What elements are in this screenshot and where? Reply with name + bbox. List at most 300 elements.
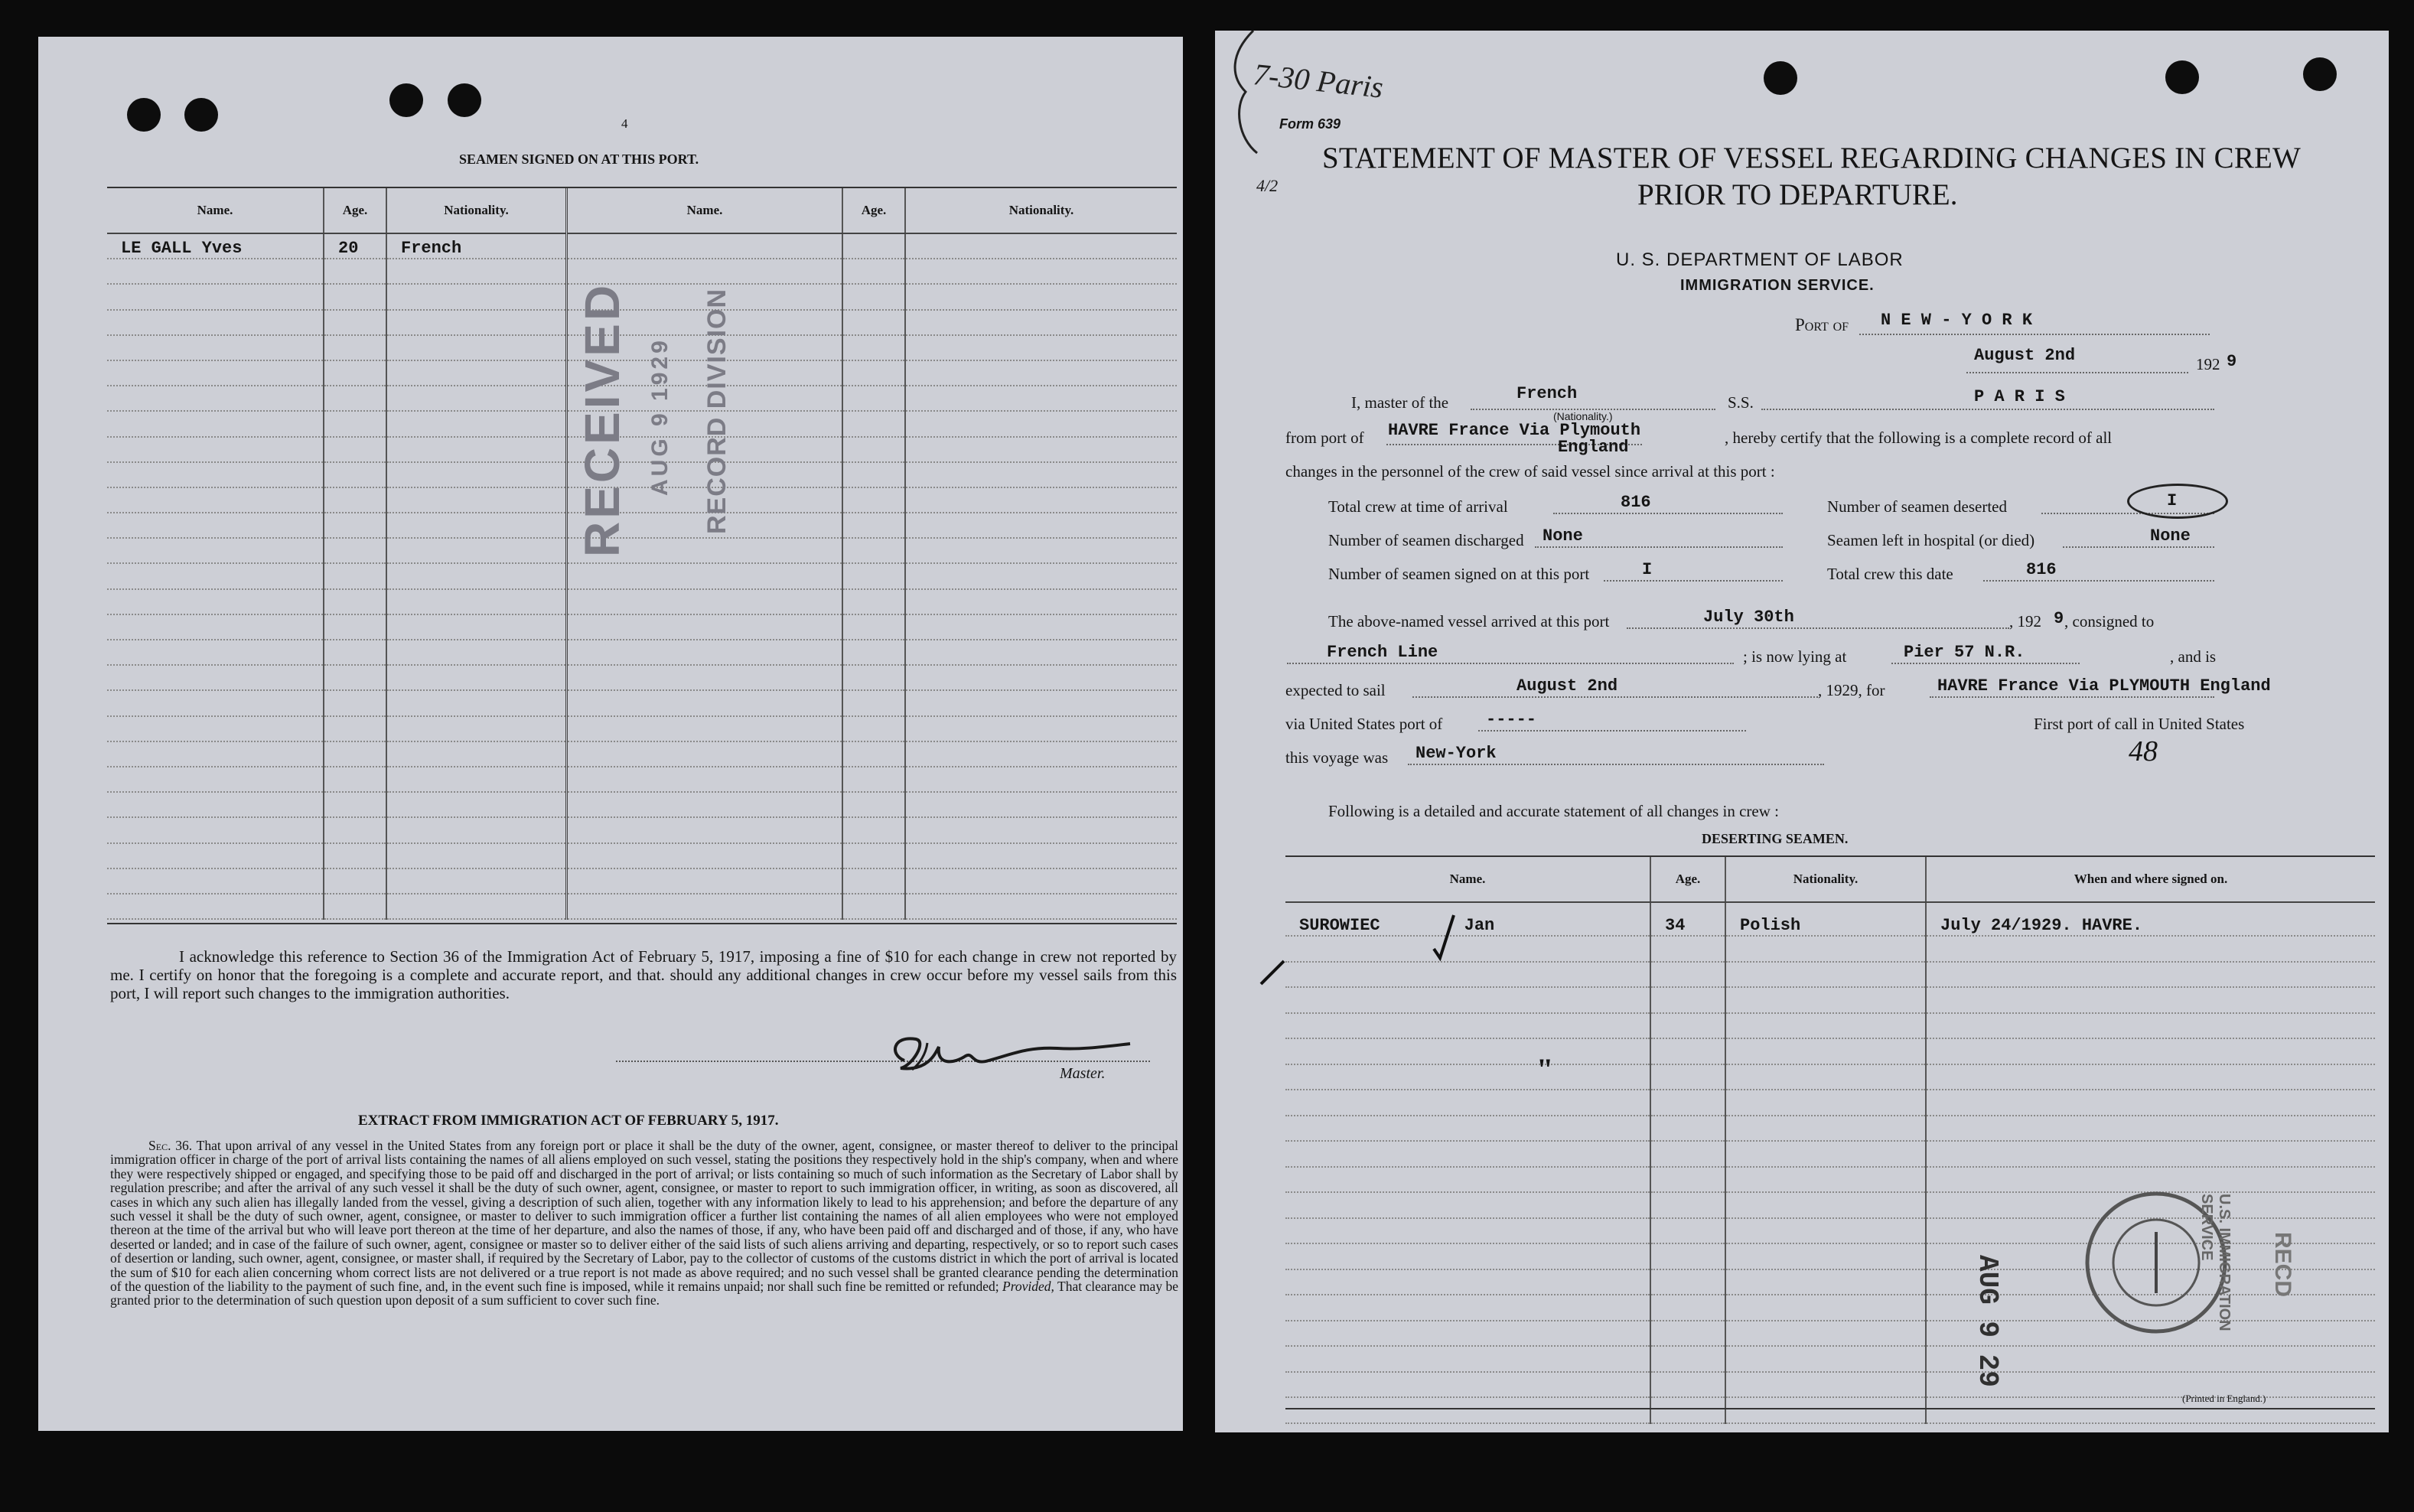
cell-name <box>107 792 324 817</box>
table-row <box>107 817 1177 842</box>
table-row <box>107 360 1177 386</box>
cell-age <box>1650 1116 1725 1142</box>
cell-nationality <box>1725 1141 1926 1167</box>
cell-nationality <box>386 462 567 487</box>
table-row <box>107 386 1177 411</box>
table-row <box>107 411 1177 436</box>
extract-title: EXTRACT FROM IMMIGRATION ACT OF FEBRUARY 5, 1917. <box>358 1113 779 1129</box>
lying-label: ; is now lying at <box>1743 647 1847 666</box>
margin-note: 4/2 <box>1256 176 1279 195</box>
cell-age-2 <box>842 360 905 386</box>
section-label: Sec. 36. <box>148 1138 193 1153</box>
deserted-circle <box>2127 484 2228 519</box>
section-body: That upon arrival of any vessel in the United States from any foreign port or place it shall be the duty of the owner, agent, consignee, or master thereof to deliver to the principal immigration officer in charge of the port of arrival lists containing the names of all aliens employed on such vessel, stating the positions they respectively hold in the ship's company, when and where they were respectively shipped or engaged, and specifying those to be paid off and discharged in the port of arrival; or lists containing so much of such information as the Secretary of Labor shall by regulation prescribe; and after the arrival of any such vessel it shall be the duty of such owner, agent, consignee, or master to report to such immigration officer, in writing, as soon as discovered, all cases in which any such alien has illegally landed from the vessel, giving a description of such alien, together with any information likely to lead to his apprehension; and before the departure of any such vessel it shall be the duty of such owner, agent, consignee, or master to deliver to such immigration officer a further list containing the names of all alien employees who were not employed thereon at the time of the arrival but who will leave port thereon at the time of her departure, and also the names of those, if any, who have been paid off and discharged and of those, if any, who have deserted or landed; and in case of the failure of such owner, agent, consignee or master so to deliver either of the said lists of such aliens arriving and departing, respectively, or so to report such cases of desertion or landing, such owner, agent, consignee, or master shall, if required by the Secretary of Labor, pay to the collector of customs of the customs district in which the port of arrival is located the sum of $10 for each alien concerning whom correct lists are not delivered or a true report is not made as above required; and no such vessel shall be granted clearance pending the determination of the question of the liability to the payment of such fine, and, in the event such fine is imposed, while it remains unpaid; nor shall such fine be remitted or refunded; <box>110 1138 1178 1295</box>
cell-nationality <box>386 716 567 741</box>
table-row <box>107 233 1177 259</box>
cell-age-2 <box>842 614 905 640</box>
cell-signed <box>1926 936 2375 962</box>
table-row <box>107 538 1177 563</box>
cell-nationality-2 <box>905 868 1177 894</box>
handwritten-note: 7-30 Paris <box>1252 57 1385 105</box>
via-label: via United States port of <box>1285 715 1443 733</box>
cell-nationality <box>1725 1116 1926 1142</box>
received-stamp: RECEIVED <box>575 282 630 557</box>
cell-age-2 <box>842 716 905 741</box>
cell-name <box>107 487 324 513</box>
cell-nationality <box>386 487 567 513</box>
table-row <box>107 741 1177 767</box>
cell-name <box>107 386 324 411</box>
cell-nationality-2 <box>905 513 1177 538</box>
from-port-label: from port of <box>1285 429 1364 447</box>
cell-nationality-2 <box>905 741 1177 767</box>
cell-age <box>324 284 386 309</box>
cell-age <box>324 767 386 792</box>
punch-hole <box>1764 61 1797 95</box>
cell-nationality <box>1725 1038 1926 1064</box>
year-digit: 9 <box>2227 352 2237 371</box>
cell-name <box>107 767 324 792</box>
cell-nationality <box>386 665 567 690</box>
cell-age: 20 <box>324 233 386 259</box>
cell-age-2 <box>842 792 905 817</box>
cell-nationality-2 <box>905 665 1177 690</box>
cell-age <box>324 665 386 690</box>
table-row <box>1285 1116 2375 1142</box>
cell-surname: SUROWIEC <box>1299 916 1380 935</box>
cell-age <box>324 690 386 715</box>
total-date-label: Total crew this date <box>1827 565 1953 583</box>
discharged-line <box>1535 546 1783 548</box>
cell-nationality-2 <box>905 386 1177 411</box>
deserted-label: Number of seamen deserted <box>1827 497 2007 516</box>
cell-age <box>324 792 386 817</box>
table-row <box>107 437 1177 462</box>
cell-nationality <box>1725 1243 1926 1269</box>
changes-text: changes in the personnel of the crew of said vessel since arrival at this port : <box>1285 462 1775 481</box>
cell-signed <box>1926 1141 2375 1167</box>
cell-nationality <box>386 589 567 614</box>
cell-name-2 <box>567 614 843 640</box>
cell-nationality-2 <box>905 233 1177 259</box>
punch-hole <box>389 83 423 117</box>
table-row <box>107 614 1177 640</box>
date-value: August 2nd <box>1974 346 2076 365</box>
table-row <box>107 767 1177 792</box>
cell-name <box>107 690 324 715</box>
side-stamp: RECD <box>2270 1232 2295 1298</box>
cell-name-2 <box>567 817 843 842</box>
year-prefix: 192 <box>2196 355 2220 373</box>
cell-age-2 <box>842 640 905 665</box>
cell-nationality <box>386 792 567 817</box>
arrived-year-prefix: , 192 <box>2009 612 2041 631</box>
cell-name <box>107 741 324 767</box>
cell-nationality <box>386 335 567 360</box>
voyage-number: 48 <box>2129 735 2158 767</box>
voyage-label: this voyage was <box>1285 748 1389 767</box>
table-row <box>107 310 1177 335</box>
cell-age <box>324 640 386 665</box>
nationality-caption: (Nationality.) <box>1553 410 1613 422</box>
punch-hole <box>448 83 481 117</box>
cell-age <box>1650 1064 1725 1090</box>
sail-date-line <box>1412 696 1818 698</box>
cell-name <box>107 538 324 563</box>
arrived-label: The above-named vessel arrived at this port <box>1328 612 1610 631</box>
cell-age <box>324 386 386 411</box>
sail-year-label: , 1929, for <box>1818 681 1885 699</box>
cell-nationality-2 <box>905 462 1177 487</box>
cell-nationality <box>1725 936 1926 962</box>
cell-age <box>324 868 386 894</box>
cell-name <box>1285 1013 1650 1039</box>
cell-nationality-2 <box>905 894 1177 919</box>
cell-signed <box>1926 1397 2375 1423</box>
cell-age <box>324 589 386 614</box>
cell-nationality <box>386 310 567 335</box>
cell-nationality <box>386 640 567 665</box>
cell-nationality-2 <box>905 614 1177 640</box>
cell-nationality <box>386 741 567 767</box>
cell-name <box>1285 1038 1650 1064</box>
table-row <box>107 513 1177 538</box>
hospital-label: Seamen left in hospital (or died) <box>1827 531 2035 549</box>
cell-nationality-2 <box>905 259 1177 284</box>
cell-nationality <box>1725 987 1926 1013</box>
cell-age-2 <box>842 310 905 335</box>
cell-age-2 <box>842 690 905 715</box>
cell-age <box>324 894 386 919</box>
total-arrival-label: Total crew at time of arrival <box>1328 497 1508 516</box>
cell-age <box>1650 962 1725 988</box>
section-36-text <box>110 1139 1178 1308</box>
cell-nationality-2 <box>905 817 1177 842</box>
cell-nationality <box>1725 1167 1926 1193</box>
cell-age-2 <box>842 411 905 436</box>
cell-name <box>1285 1141 1650 1167</box>
pier-line <box>1891 663 2080 664</box>
table-row <box>107 335 1177 360</box>
cell-age-2 <box>842 767 905 792</box>
via-value: ----- <box>1486 710 1537 729</box>
cell-nationality <box>386 817 567 842</box>
cell-age <box>324 513 386 538</box>
cell-age-2 <box>842 868 905 894</box>
cell-name-2 <box>567 843 843 868</box>
table-row <box>107 563 1177 588</box>
cell-nationality: Polish <box>1725 902 1926 936</box>
cell-nationality-2 <box>905 538 1177 563</box>
cell-name <box>107 817 324 842</box>
cell-age-2 <box>842 665 905 690</box>
cell-signed <box>1926 1013 2375 1039</box>
cell-age-2 <box>842 386 905 411</box>
record-division-stamp: RECORD DIVISION <box>702 288 731 534</box>
arrived-year-digit: 9 <box>2054 609 2064 628</box>
cell-nationality <box>386 868 567 894</box>
table-row <box>107 665 1177 690</box>
consignee-line <box>1287 663 1734 664</box>
cell-nationality-2 <box>905 284 1177 309</box>
form-number: Form 639 <box>1279 116 1341 132</box>
cell-name <box>107 665 324 690</box>
col-age: Age. <box>324 188 386 233</box>
cell-nationality <box>386 259 567 284</box>
master-of-the-label: I, master of the <box>1351 393 1449 412</box>
cell-name <box>107 411 324 436</box>
cell-age <box>324 259 386 284</box>
cell-name <box>107 894 324 919</box>
cell-age-2 <box>842 589 905 614</box>
cell-age-2 <box>842 843 905 868</box>
cell-age <box>324 614 386 640</box>
cell-age <box>1650 1141 1725 1167</box>
cell-age <box>1650 1397 1725 1423</box>
cell-nationality <box>1725 1269 1926 1295</box>
seamen-signed-table <box>107 188 1177 920</box>
cell-nationality <box>386 386 567 411</box>
cell-name <box>1285 1167 1650 1193</box>
total-arrival-value: 816 <box>1621 493 1651 512</box>
cell-nationality: French <box>386 233 567 259</box>
cell-nationality-2 <box>905 335 1177 360</box>
cell-nationality <box>1725 1321 1926 1347</box>
cell-name <box>107 259 324 284</box>
col-name-2: Name. <box>567 188 843 233</box>
cell-age <box>1650 1372 1725 1398</box>
col-age-2: Age. <box>842 188 905 233</box>
ship-name: P A R I S <box>1974 387 2065 406</box>
total-date-line <box>1983 580 2214 582</box>
table-row <box>1285 1038 2375 1064</box>
cell-name <box>107 589 324 614</box>
cell-age-2 <box>842 513 905 538</box>
table-row <box>107 868 1177 894</box>
signed-label: Number of seamen signed on at this port <box>1328 565 1590 583</box>
cell-nationality-2 <box>905 843 1177 868</box>
cell-nationality <box>1725 1090 1926 1116</box>
cell-name <box>1285 1372 1650 1398</box>
port-line <box>1859 334 2210 335</box>
cell-nationality <box>386 437 567 462</box>
voyage-value: New-York <box>1415 744 1497 763</box>
form-title-line1: STATEMENT OF MASTER OF VESSEL REGARDING CHANGES IN CREW <box>1322 142 2302 174</box>
cell-age-2 <box>842 462 905 487</box>
handwritten-bracket <box>1215 31 1276 168</box>
cell-name-2 <box>567 589 843 614</box>
cell-nationality <box>386 360 567 386</box>
table-row <box>107 462 1177 487</box>
cell-nationality <box>1725 962 1926 988</box>
service: IMMIGRATION SERVICE. <box>1680 277 1875 294</box>
cell-name <box>107 868 324 894</box>
cell-nationality-2 <box>905 767 1177 792</box>
cell-name <box>107 310 324 335</box>
round-stamp-text: U.S. IMMIGRATION SERVICE <box>2198 1194 2233 1331</box>
cell-signed <box>1926 1064 2375 1090</box>
cell-age-2 <box>842 233 905 259</box>
punch-hole <box>2165 60 2199 94</box>
cell-age <box>1650 1192 1725 1218</box>
cell-age: 34 <box>1650 902 1725 936</box>
cell-age <box>324 563 386 588</box>
cell-age-2 <box>842 538 905 563</box>
cell-name <box>107 437 324 462</box>
cell-age <box>1650 1295 1725 1321</box>
table-row <box>1285 1141 2375 1167</box>
table-row <box>107 716 1177 741</box>
cell-nationality <box>386 284 567 309</box>
cell-name <box>1285 1269 1650 1295</box>
cell-name <box>1285 1064 1650 1090</box>
check-mark <box>1253 885 1468 992</box>
table-row <box>107 843 1177 868</box>
cell-age <box>324 335 386 360</box>
sail-label: expected to sail <box>1285 681 1386 699</box>
cell-signed <box>1926 1038 2375 1064</box>
punch-hole <box>127 98 161 132</box>
received-date-stamp: AUG 9 1929 <box>647 337 673 496</box>
destination-value: HAVRE France Via PLYMOUTH England <box>1937 676 2271 696</box>
cell-age <box>324 741 386 767</box>
cell-name-2 <box>567 690 843 715</box>
hospital-value: None <box>2150 526 2191 546</box>
cell-name <box>107 462 324 487</box>
received-date-stamp: AUG 9 29 <box>1972 1255 2003 1387</box>
cell-age <box>1650 1269 1725 1295</box>
ditto-mark: " <box>1536 1052 1554 1087</box>
arrived-line <box>1627 627 2009 629</box>
cell-name <box>1285 1218 1650 1244</box>
cell-age <box>1650 987 1725 1013</box>
destination-line <box>1930 696 2214 698</box>
hospital-line <box>2063 546 2214 548</box>
cell-age <box>324 487 386 513</box>
cell-name <box>107 614 324 640</box>
cell-nationality-2 <box>905 716 1177 741</box>
cell-age <box>324 437 386 462</box>
signed-value: I <box>1642 560 1653 579</box>
total-arrival-line <box>1553 513 1783 514</box>
cell-age <box>324 310 386 335</box>
from-port-value-2: England <box>1558 438 1629 457</box>
acknowledgement-text: I acknowledge this reference to Section 36 of the Immigration Act of February 5, 1917, imposing a fine of $10 for each change in crew not reported by me. I certify on honor that the foregoing is a complete and accurate report, and that. should any additional changes in crew occur before my vessel sails from this port, I will report such changes to the immigration authorities. <box>110 947 1177 1002</box>
cell-name <box>1285 1346 1650 1372</box>
cell-name <box>1285 1116 1650 1142</box>
cell-nationality-2 <box>905 792 1177 817</box>
cell-age <box>1650 1038 1725 1064</box>
cell-name <box>1285 1397 1650 1423</box>
punch-hole <box>2303 57 2337 91</box>
department: U. S. DEPARTMENT OF LABOR <box>1616 249 1904 270</box>
cell-name <box>1285 1090 1650 1116</box>
total-date-value: 816 <box>2026 560 2057 579</box>
cell-name <box>107 640 324 665</box>
cell-nationality <box>386 411 567 436</box>
cell-name <box>1285 1295 1650 1321</box>
cell-name <box>1285 1192 1650 1218</box>
cell-nationality <box>1725 1064 1926 1090</box>
cell-age <box>1650 1013 1725 1039</box>
deserted-value: I <box>2167 491 2178 510</box>
cell-nationality <box>1725 1192 1926 1218</box>
cell-age <box>324 817 386 842</box>
cell-age-2 <box>842 335 905 360</box>
cell-nationality <box>386 538 567 563</box>
cell-age-2 <box>842 741 905 767</box>
left-page <box>38 37 1183 1431</box>
table-row <box>107 894 1177 919</box>
date-line <box>1966 372 2188 373</box>
cell-signed <box>1926 1116 2375 1142</box>
cell-age-2 <box>842 817 905 842</box>
desert-col-signed: When and where signed on. <box>1926 857 2375 902</box>
table-row <box>107 284 1177 309</box>
ship-line <box>1761 409 2214 410</box>
desert-col-nationality: Nationality. <box>1725 857 1926 902</box>
cell-nationality <box>386 563 567 588</box>
table-row <box>107 792 1177 817</box>
table-row <box>1285 1064 2375 1090</box>
cell-nationality <box>1725 1397 1926 1423</box>
cell-name <box>107 843 324 868</box>
right-page <box>1215 31 2389 1432</box>
deserting-bottom-rule <box>1285 1408 2375 1409</box>
provided-text: That clearance may be granted prior to the determination of such question upon deposit of a sum sufficient to cover such fine. <box>110 1279 1179 1308</box>
cell-nationality <box>386 767 567 792</box>
consigned-label: , consigned to <box>2064 612 2155 631</box>
discharged-label: Number of seamen discharged <box>1328 531 1524 549</box>
cell-name <box>107 360 324 386</box>
cell-nationality-2 <box>905 411 1177 436</box>
cell-signed <box>1926 987 2375 1013</box>
punch-hole <box>184 98 218 132</box>
cell-nationality <box>386 614 567 640</box>
form-title-line2: PRIOR TO DEPARTURE. <box>1637 178 1958 211</box>
cell-nationality-2 <box>905 563 1177 588</box>
cell-name-2 <box>567 741 843 767</box>
cell-name <box>1285 1321 1650 1347</box>
port-value: N E W - Y O R K <box>1881 311 2033 330</box>
following-text: Following is a detailed and accurate statement of all changes in crew : <box>1328 802 1779 820</box>
cell-nationality-2 <box>905 589 1177 614</box>
col-nationality: Nationality. <box>386 188 567 233</box>
cell-nationality <box>1725 1218 1926 1244</box>
cell-name-2 <box>567 792 843 817</box>
cell-age <box>1650 936 1725 962</box>
cell-name-2 <box>567 767 843 792</box>
cell-age <box>1650 1090 1725 1116</box>
via-line <box>1478 730 1746 732</box>
cell-nationality-2 <box>905 360 1177 386</box>
cell-name-2 <box>567 665 843 690</box>
cell-name-2 <box>567 563 843 588</box>
discharged-value: None <box>1543 526 1583 546</box>
table-row <box>107 259 1177 284</box>
cell-nationality <box>1725 1346 1926 1372</box>
cell-name <box>107 513 324 538</box>
seamen-signed-rows <box>107 233 1177 919</box>
col-name: Name. <box>107 188 324 233</box>
cell-name <box>1285 1243 1650 1269</box>
cell-name <box>107 563 324 588</box>
cell-name-2 <box>567 716 843 741</box>
master-label: Master. <box>1060 1065 1106 1082</box>
cell-name <box>107 284 324 309</box>
cell-nationality <box>386 894 567 919</box>
cell-age <box>1650 1167 1725 1193</box>
